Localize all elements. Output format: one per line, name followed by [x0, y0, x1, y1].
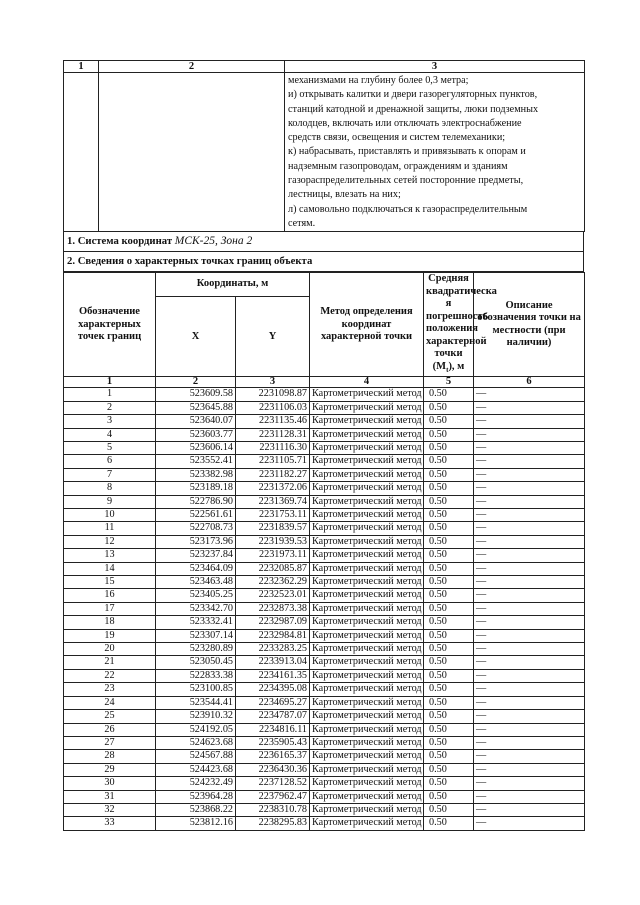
error-value-cell: 0.50	[424, 589, 474, 602]
description-cell: —	[474, 803, 585, 816]
method-cell: Картометрический метод	[310, 669, 424, 682]
method-cell: Картометрический метод	[310, 683, 424, 696]
header-x: X	[156, 297, 236, 377]
point-number-cell: 20	[64, 643, 156, 656]
error-value-cell: 0.50	[424, 669, 474, 682]
continuation-line: станций катодной и дренажной защиты, люки подземных	[288, 103, 539, 115]
error-value-cell: 0.50	[424, 750, 474, 763]
table-row	[64, 817, 585, 830]
coordinates-body	[64, 388, 585, 830]
table-row	[64, 482, 585, 495]
point-number-cell: 15	[64, 576, 156, 589]
header-error-text: Средняя квадратическа я погрешность положения характерной точки (M	[426, 273, 497, 372]
point-number-cell: 25	[64, 710, 156, 723]
coord-x-cell: 524232.49	[156, 777, 236, 790]
error-value-cell: 0.50	[424, 763, 474, 776]
description-cell: —	[474, 817, 585, 830]
coord-y-cell: 2232085.87	[236, 562, 310, 575]
coord-x-cell: 523609.58	[156, 388, 236, 401]
error-value-cell: 0.50	[424, 549, 474, 562]
table-row	[64, 736, 585, 749]
table-row	[64, 763, 585, 776]
continuation-line: сетям.	[288, 217, 316, 229]
point-number-cell: 16	[64, 589, 156, 602]
coord-y-cell: 2234787.07	[236, 710, 310, 723]
coord-y-cell: 2231106.03	[236, 401, 310, 414]
description-cell: —	[474, 455, 585, 468]
header-method: Метод определения координат характерной точки	[310, 273, 424, 377]
coord-x-cell: 524567.88	[156, 750, 236, 763]
table-row	[64, 562, 585, 575]
coord-x-cell: 524423.68	[156, 763, 236, 776]
table-row	[64, 455, 585, 468]
continuation-header-row	[64, 61, 585, 73]
table-row	[64, 803, 585, 816]
method-cell: Картометрический метод	[310, 777, 424, 790]
coord-x-cell: 523173.96	[156, 535, 236, 548]
coord-y-cell: 2231839.57	[236, 522, 310, 535]
coordinate-system-label: 1. Система координат	[67, 235, 175, 248]
table-row	[64, 589, 585, 602]
error-value-cell: 0.50	[424, 803, 474, 816]
description-cell: —	[474, 522, 585, 535]
description-cell: —	[474, 482, 585, 495]
continuation-body-row	[64, 73, 585, 232]
description-cell: —	[474, 495, 585, 508]
description-cell: —	[474, 468, 585, 481]
table-row	[64, 669, 585, 682]
table-row	[64, 616, 585, 629]
coord-x-cell: 523237.84	[156, 549, 236, 562]
coord-x-cell: 523640.07	[156, 415, 236, 428]
continuation-line: средств связи, освещения и систем телемеханики;	[288, 132, 506, 144]
table-row	[64, 643, 585, 656]
description-cell: —	[474, 656, 585, 669]
coord-x-cell: 522786.90	[156, 495, 236, 508]
point-number-cell: 7	[64, 468, 156, 481]
col-num-5: 5	[424, 377, 474, 388]
method-cell: Картометрический метод	[310, 723, 424, 736]
coord-y-cell: 2232987.09	[236, 616, 310, 629]
method-cell: Картометрический метод	[310, 562, 424, 575]
point-number-cell: 4	[64, 428, 156, 441]
coord-x-cell: 523910.32	[156, 710, 236, 723]
continuation-line: механизмами на глубину более 0,3 метра;	[288, 75, 469, 86]
method-cell: Картометрический метод	[310, 482, 424, 495]
description-cell: —	[474, 669, 585, 682]
coord-x-cell: 523405.25	[156, 589, 236, 602]
error-value-cell: 0.50	[424, 696, 474, 709]
method-cell: Картометрический метод	[310, 696, 424, 709]
method-cell: Картометрический метод	[310, 468, 424, 481]
table-row	[64, 629, 585, 642]
table-row	[64, 535, 585, 548]
method-cell: Картометрический метод	[310, 576, 424, 589]
coord-x-cell: 523812.16	[156, 817, 236, 830]
continuation-line: к) набрасывать, приставлять и привязывать к опорам и	[288, 146, 526, 158]
description-cell: —	[474, 643, 585, 656]
error-value-cell: 0.50	[424, 428, 474, 441]
table-row	[64, 509, 585, 522]
error-value-cell: 0.50	[424, 482, 474, 495]
coord-x-cell: 522708.73	[156, 522, 236, 535]
section-frame	[63, 232, 584, 272]
coord-x-cell: 523382.98	[156, 468, 236, 481]
coord-x-cell: 523964.28	[156, 790, 236, 803]
point-number-cell: 24	[64, 696, 156, 709]
method-cell: Картометрический метод	[310, 602, 424, 615]
point-number-cell: 29	[64, 763, 156, 776]
coord-x-cell: 523544.41	[156, 696, 236, 709]
table-row	[64, 723, 585, 736]
method-cell: Картометрический метод	[310, 629, 424, 642]
coord-x-cell: 523100.85	[156, 683, 236, 696]
method-cell: Картометрический метод	[310, 710, 424, 723]
continuation-line: л) самовольно подключаться к газораспределительным	[288, 203, 528, 215]
coord-x-cell: 523552.41	[156, 455, 236, 468]
coord-y-cell: 2231116.30	[236, 441, 310, 454]
coord-x-cell: 524623.68	[156, 736, 236, 749]
coord-x-cell: 523603.77	[156, 428, 236, 441]
continuation-line: надземным газопроводам, ограждениям и зданиям	[288, 160, 508, 172]
table-row	[64, 602, 585, 615]
coord-x-cell: 523868.22	[156, 803, 236, 816]
description-cell: —	[474, 683, 585, 696]
description-cell: —	[474, 428, 585, 441]
point-number-cell: 30	[64, 777, 156, 790]
column-number-2: 2	[99, 61, 285, 73]
method-cell: Картометрический метод	[310, 656, 424, 669]
point-number-cell: 5	[64, 441, 156, 454]
point-number-cell: 26	[64, 723, 156, 736]
method-cell: Картометрический метод	[310, 616, 424, 629]
coordinate-system-heading	[64, 232, 583, 252]
table-row	[64, 710, 585, 723]
method-cell: Картометрический метод	[310, 495, 424, 508]
coord-y-cell: 2231105.71	[236, 455, 310, 468]
coord-y-cell: 2233283.25	[236, 643, 310, 656]
error-value-cell: 0.50	[424, 401, 474, 414]
point-number-cell: 31	[64, 790, 156, 803]
error-value-cell: 0.50	[424, 415, 474, 428]
point-number-cell: 3	[64, 415, 156, 428]
description-cell: —	[474, 629, 585, 642]
error-value-cell: 0.50	[424, 683, 474, 696]
method-cell: Картометрический метод	[310, 817, 424, 830]
coord-x-cell: 523463.48	[156, 576, 236, 589]
description-cell: —	[474, 441, 585, 454]
description-cell: —	[474, 549, 585, 562]
description-cell: —	[474, 710, 585, 723]
error-value-cell: 0.50	[424, 602, 474, 615]
coordinates-table	[63, 272, 585, 831]
table-row	[64, 790, 585, 803]
header-coordinates: Координаты, м	[156, 273, 310, 297]
point-number-cell: 17	[64, 602, 156, 615]
coord-y-cell: 2231369.74	[236, 495, 310, 508]
point-number-cell: 9	[64, 495, 156, 508]
error-value-cell: 0.50	[424, 629, 474, 642]
continuation-cell-2	[99, 73, 285, 232]
continuation-line: лестницы, влезать на них;	[288, 189, 401, 201]
coord-y-cell: 2232362.29	[236, 576, 310, 589]
column-number-1: 1	[64, 61, 99, 73]
method-cell: Картометрический метод	[310, 763, 424, 776]
error-value-cell: 0.50	[424, 817, 474, 830]
continuation-line: газораспределительных сетей посторонние предметы,	[288, 175, 524, 187]
table-row	[64, 495, 585, 508]
error-value-cell: 0.50	[424, 616, 474, 629]
point-number-cell: 1	[64, 388, 156, 401]
description-cell: —	[474, 602, 585, 615]
error-value-cell: 0.50	[424, 455, 474, 468]
continuation-line: колодцев, включать или отключать электроснабжение	[288, 117, 522, 129]
description-cell: —	[474, 535, 585, 548]
table-row	[64, 683, 585, 696]
description-cell: —	[474, 777, 585, 790]
table-row	[64, 388, 585, 401]
error-value-cell: 0.50	[424, 736, 474, 749]
col-num-3: 3	[236, 377, 310, 388]
point-number-cell: 6	[64, 455, 156, 468]
method-cell: Картометрический метод	[310, 643, 424, 656]
coord-y-cell: 2231182.27	[236, 468, 310, 481]
method-cell: Картометрический метод	[310, 589, 424, 602]
method-cell: Картометрический метод	[310, 428, 424, 441]
continuation-lines	[288, 74, 580, 231]
coord-y-cell: 2237962.47	[236, 790, 310, 803]
point-number-cell: 21	[64, 656, 156, 669]
header-error-subscript: t	[446, 365, 449, 374]
description-cell: —	[474, 401, 585, 414]
point-number-cell: 19	[64, 629, 156, 642]
error-value-cell: 0.50	[424, 656, 474, 669]
error-value-cell: 0.50	[424, 576, 474, 589]
table-row	[64, 576, 585, 589]
table-row	[64, 428, 585, 441]
table-row	[64, 401, 585, 414]
coord-y-cell: 2231753.11	[236, 509, 310, 522]
description-cell: —	[474, 509, 585, 522]
point-number-cell: 12	[64, 535, 156, 548]
error-value-cell: 0.50	[424, 509, 474, 522]
continuation-table	[63, 60, 585, 232]
coord-y-cell: 2233913.04	[236, 656, 310, 669]
boundary-points-heading: 2. Сведения о характерных точках границ объекта	[64, 252, 583, 272]
method-cell: Картометрический метод	[310, 401, 424, 414]
table-row	[64, 522, 585, 535]
point-number-cell: 18	[64, 616, 156, 629]
coord-x-cell: 523645.88	[156, 401, 236, 414]
table-row	[64, 777, 585, 790]
continuation-cell-1	[64, 73, 99, 232]
coord-y-cell: 2236165.37	[236, 750, 310, 763]
error-value-cell: 0.50	[424, 388, 474, 401]
col-num-4: 4	[310, 377, 424, 388]
coord-x-cell: 523280.89	[156, 643, 236, 656]
description-cell: —	[474, 763, 585, 776]
description-cell: —	[474, 790, 585, 803]
point-number-cell: 22	[64, 669, 156, 682]
point-number-cell: 14	[64, 562, 156, 575]
coord-y-cell: 2231372.06	[236, 482, 310, 495]
point-number-cell: 11	[64, 522, 156, 535]
coord-x-cell: 523307.14	[156, 629, 236, 642]
method-cell: Картометрический метод	[310, 803, 424, 816]
coord-y-cell: 2232984.81	[236, 629, 310, 642]
header-y: Y	[236, 297, 310, 377]
header-point-designation: Обозначение характерных точек границ	[64, 273, 156, 377]
coord-y-cell: 2238295.83	[236, 817, 310, 830]
method-cell: Картометрический метод	[310, 455, 424, 468]
coord-x-cell: 524192.05	[156, 723, 236, 736]
header-description: Описание обозначения точки на местности (при наличии)	[474, 273, 585, 377]
error-value-cell: 0.50	[424, 643, 474, 656]
coord-y-cell: 2234695.27	[236, 696, 310, 709]
coord-x-cell: 523464.09	[156, 562, 236, 575]
method-cell: Картометрический метод	[310, 535, 424, 548]
coord-y-cell: 2231135.46	[236, 415, 310, 428]
method-cell: Картометрический метод	[310, 415, 424, 428]
description-cell: —	[474, 576, 585, 589]
description-cell: —	[474, 562, 585, 575]
error-value-cell: 0.50	[424, 522, 474, 535]
coord-x-cell: 523189.18	[156, 482, 236, 495]
method-cell: Картометрический метод	[310, 736, 424, 749]
document-page	[63, 60, 584, 831]
description-cell: —	[474, 736, 585, 749]
point-number-cell: 8	[64, 482, 156, 495]
column-numbers-row	[64, 377, 585, 388]
coord-y-cell: 2234395.08	[236, 683, 310, 696]
method-cell: Картометрический метод	[310, 750, 424, 763]
point-number-cell: 33	[64, 817, 156, 830]
description-cell: —	[474, 589, 585, 602]
point-number-cell: 27	[64, 736, 156, 749]
coord-y-cell: 2231098.87	[236, 388, 310, 401]
error-value-cell: 0.50	[424, 535, 474, 548]
table-row	[64, 656, 585, 669]
method-cell: Картометрический метод	[310, 522, 424, 535]
table-row	[64, 415, 585, 428]
coord-y-cell: 2235905.43	[236, 736, 310, 749]
coord-y-cell: 2238310.78	[236, 803, 310, 816]
coord-y-cell: 2231128.31	[236, 428, 310, 441]
coord-x-cell: 523332.41	[156, 616, 236, 629]
point-number-cell: 13	[64, 549, 156, 562]
coordinate-system-value: МСК-25, Зона 2	[174, 235, 253, 248]
table-row	[64, 750, 585, 763]
continuation-line: и) открывать калитки и двери газорегуляторных пунктов,	[288, 89, 538, 101]
error-value-cell: 0.50	[424, 723, 474, 736]
point-number-cell: 2	[64, 401, 156, 414]
coord-x-cell: 523606.14	[156, 441, 236, 454]
error-value-cell: 0.50	[424, 468, 474, 481]
description-cell: —	[474, 616, 585, 629]
coord-x-cell: 522833.38	[156, 669, 236, 682]
coord-y-cell: 2232523.01	[236, 589, 310, 602]
coord-y-cell: 2234816.11	[236, 723, 310, 736]
section-1-table	[64, 232, 583, 272]
coord-y-cell: 2237128.52	[236, 777, 310, 790]
error-value-cell: 0.50	[424, 710, 474, 723]
method-cell: Картометрический метод	[310, 549, 424, 562]
point-number-cell: 28	[64, 750, 156, 763]
col-num-1: 1	[64, 377, 156, 388]
error-value-cell: 0.50	[424, 562, 474, 575]
description-cell: —	[474, 415, 585, 428]
description-cell: —	[474, 723, 585, 736]
method-cell: Картометрический метод	[310, 388, 424, 401]
coord-y-cell: 2231939.53	[236, 535, 310, 548]
coord-x-cell: 523342.70	[156, 602, 236, 615]
method-cell: Картометрический метод	[310, 509, 424, 522]
coord-y-cell: 2234161.35	[236, 669, 310, 682]
coord-x-cell: 522561.61	[156, 509, 236, 522]
method-cell: Картометрический метод	[310, 441, 424, 454]
coord-y-cell: 2231973.11	[236, 549, 310, 562]
column-number-3: 3	[285, 61, 585, 73]
description-cell: —	[474, 750, 585, 763]
description-cell: —	[474, 696, 585, 709]
coord-y-cell: 2236430.36	[236, 763, 310, 776]
table-row	[64, 549, 585, 562]
error-value-cell: 0.50	[424, 790, 474, 803]
point-number-cell: 10	[64, 509, 156, 522]
col-num-2: 2	[156, 377, 236, 388]
coord-x-cell: 523050.45	[156, 656, 236, 669]
point-number-cell: 23	[64, 683, 156, 696]
col-num-6: 6	[474, 377, 585, 388]
method-cell: Картометрический метод	[310, 790, 424, 803]
table-row	[64, 468, 585, 481]
header-error-unit: ), м	[448, 360, 465, 372]
point-number-cell: 32	[64, 803, 156, 816]
continuation-text	[285, 73, 585, 232]
table-row	[64, 441, 585, 454]
error-value-cell: 0.50	[424, 777, 474, 790]
table-row	[64, 696, 585, 709]
error-value-cell: 0.50	[424, 495, 474, 508]
header-error	[424, 273, 497, 377]
description-cell: —	[474, 388, 585, 401]
coord-y-cell: 2232873.38	[236, 602, 310, 615]
error-value-cell: 0.50	[424, 441, 474, 454]
